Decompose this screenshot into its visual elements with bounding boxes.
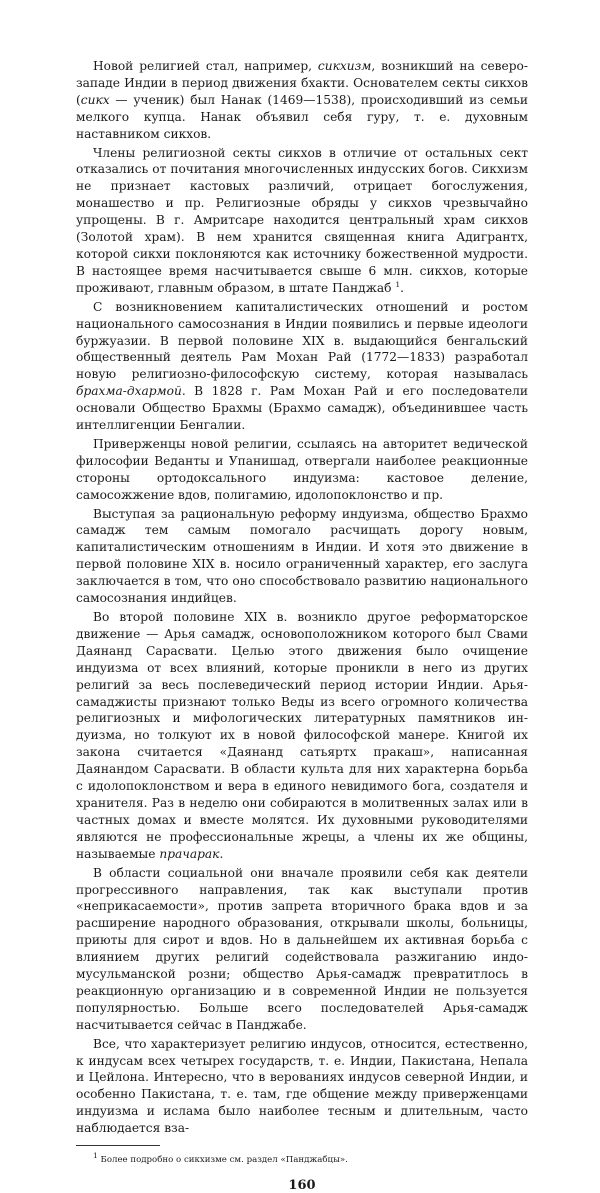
- footnote: [76, 1151, 528, 1166]
- text-segment: — ученик) был Нанак (1469—1538), происходивший из семьи мелкого купца. Нанак объявил себя гуру, т. е. духовным наставником сикхов.: [76, 92, 528, 141]
- paragraph-sikhism-origin: [76, 58, 528, 143]
- italic-term: сикхизм: [317, 59, 372, 73]
- italic-term: брахма-дхармой: [76, 384, 182, 399]
- footnote-divider: [76, 1145, 160, 1146]
- paragraph-brahmo-reform: [76, 506, 528, 607]
- text-segment: В области социальной они вначале проявили себя как деятели прогрессивного направления, так как выступали против «неприкасаемости», против запрета вторичного брака вдов и за расширение народного образования, открывали школы, больницы, приюты для сирот и вдов. Но в дальнейшем их активная борьба с влиянием других религий содействовала разжиганию индо-мусульманской розни; общество Арья-самадж превратитлось в реакционную организацию и в современной Индии не пользуется популярностью. Больше всего последователей Арья-самадж насчитывается сейчас в Панджабе.: [76, 865, 528, 1032]
- paragraph-sikh-community: [76, 145, 528, 297]
- body-text: [76, 58, 528, 1137]
- text-segment: . В 1828 г. Рам Мохан Рай и его последователи основали Общество Брахмы (Брахмо самадж), объединившее часть интеллигенции Бенгалии.: [76, 384, 528, 433]
- text-segment: Новой религией стал, например,: [93, 59, 318, 73]
- paragraph-hindu-religion: [76, 1036, 528, 1137]
- text-segment: Во второй половине XIX в. возникло другое реформаторское движение — Арья самадж, основоположником которого был Свами Даянанд Сарасвати. Целью этого движения было очищение индуизма от всех влияний, которые проникли в него из других религий за весь послеведический период истории Индии. Арья-самаджисты признают только Веды из всего огромного количества религиозных и мифологических литературных памятников индуизма, но толкуют их в новой философской манере. Книгой их закона считается «Даянанд сатьяртх пракаш», написанная Даянандом Сарасвати. В области культа для них характерна борьба с идолопоклонством и вера в единого невидимого бога, создателя и хранителя. Раз в неделю они собираются в молитвенных залах или в частных домах и вместе молятся. Их духовными руководителями являются не профессиональные жрецы, а члены их же общины, называемые: [76, 610, 528, 861]
- text-segment: Члены религиозной секты сикхов в отличие от остальных сект отказались от почитания многочисленных индусских богов. Сикхизм не признает кастовых различий, отрицает богослужения, монашество и пр. Религиозные обряды у сикхов чрезвычайно упрощены. В г. Амритсаре находится центральный храм сикхов (Золотой храм). В нем хранится священная книга Адигрантх, которой сикхи поклоняются как источнику божественной мудрости. В настоящее время насчитывается свыше 6 млн. сикхов, которые проживают, главным образом, в штате Панджаб: [76, 145, 528, 295]
- book-page: [76, 58, 528, 1193]
- text-segment: Выступая за рациональную реформу индуизма, общество Брахмо самадж тем самым помогало расчищать дорогу новым, капиталистическим отношениям в Индии. И хотя это движение в первой половине XIX в. носило ограниченный характер, его заслуга заключается в том, что оно способствовало развитию национального самосознания индийцев.: [76, 506, 528, 606]
- italic-term: прачарак: [159, 846, 220, 861]
- footnote-reference: 1: [395, 279, 401, 289]
- paragraph-brahmo-samaj: [76, 299, 528, 434]
- text-segment: С возникновением капиталистических отношений и ростом национального самосознания в Индии появились и первые идеологи буржуазии. В первой половине XIX в. выдающийся бенгальский общественный деятель Рам Мохан Рай (1772—1833) разработал новую религиозно-философскую систему, которая называлась: [76, 299, 528, 382]
- footnote-text: Более подробно о сикхизме см. раздел «Панджабцы».: [100, 1155, 348, 1166]
- text-segment: Все, что характеризует религию индусов, относится, естественно, к индусам всех четырех государств, т. е. Индии, Пакистана, Непала и Цейлона. Интересно, что в верованиях индусов северной Индии, и особенно Пакистана, т. е. там, где общение между приверженцами индуизма и ислама было наиболее тесным и длительным, часто наблюдается вза-: [76, 1036, 528, 1136]
- footnote-marker: 1: [93, 1151, 98, 1161]
- paragraph-arya-social: [76, 865, 528, 1034]
- text-segment: , возникший на северозападе Индии в период движения бхакти. Основателем секты сикхов (: [76, 59, 528, 107]
- text-segment: .: [219, 846, 224, 861]
- page-number: 160: [288, 1178, 316, 1193]
- paragraph-arya-samaj: [76, 609, 528, 863]
- text-segment: Приверженцы новой религии, ссылаясь на авторитет ведической философии Веданты и Упанишад, отвергали наиболее реакционные стороны ортодоксального индуизма: кастовое деление, самосожжение вдов, полигамию, идолопоклонство и пр.: [76, 436, 528, 502]
- paragraph-brahmo-followers: [76, 436, 528, 504]
- italic-term: сикх: [80, 92, 110, 107]
- text-segment: .: [400, 280, 404, 295]
